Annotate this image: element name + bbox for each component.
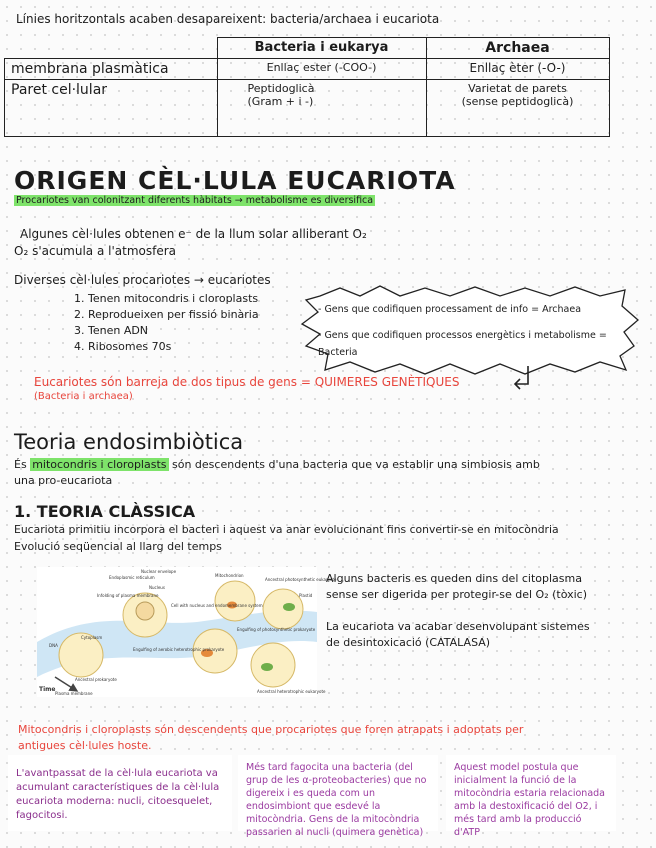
endo-line-1-highlight: mitocondris i cloroplasts (32, 458, 167, 471)
fig-label: Engulfing of photosynthetic prokaryote (237, 627, 316, 632)
cell-wall-archaea-main: Varietat de parets (468, 82, 567, 95)
arrow-icon (510, 364, 534, 392)
endo-line-1-post: són descendents d'una bacteria que va establir una simbiosis amb (172, 458, 540, 471)
info-card-2: Més tard fagocita una bacteria (del grup de les α-proteobacteries) que no digereix i es queda com un endosimbiont que esdevé la mitocòndria. Gens de la mitocòndria passarien al nucli (quimera genètica) (238, 755, 438, 831)
side-note-3: La eucariota va acabar desenvolupant sistemes (326, 620, 590, 633)
fig-label: Mitochondrion (215, 573, 244, 578)
fig-label: Engulfing of aerobic heterotrophic prokaryote (133, 647, 225, 652)
fig-time-label: Time (39, 686, 56, 693)
origin-line-2: O₂ s'acumula a l'atmosfera (14, 244, 177, 258)
red-summary-1: Mitocondris i cloroplasts són descendents que procariotes que foren atrapats i adoptats per (18, 723, 524, 736)
row-label-membrane: membrana plasmàtica (5, 59, 218, 80)
cell-wall-archaea (426, 80, 609, 137)
endo-line-1 (14, 458, 540, 471)
endo-line-2: una pro-eucariota (14, 474, 113, 487)
side-note-2: sense ser digerida per protegir-se del O₂ (tòxic) (326, 588, 588, 601)
fig-label: Nucleus (149, 585, 165, 590)
info-card-3: Aquest model postula que inicialment la funció de la mitocòndria estaria relacionada amb la destoxificació del O2, i més tard amb la producció d'ATP (446, 755, 616, 831)
list-item: 2. Reprodueixen per fissió binària (74, 308, 259, 321)
list-item: 1. Tenen mitocondris i cloroplasts (74, 292, 259, 305)
fig-label: Ancestral photosynthetic eukaryote (265, 577, 337, 582)
cell-wall-bacteria (217, 80, 426, 137)
origin-title: ORIGEN CÈL·LULA EUCARIOTA (14, 166, 456, 195)
red-chimera-line: Eucariotes són barreja de dos tipus de gens = QUIMERES GENÈTIQUES (34, 375, 460, 389)
fig-label: Plasma membrane (55, 691, 93, 696)
fig-label: Ancestral prokaryote (75, 677, 117, 682)
cell-wall-bacteria-main: Peptidoglicà (247, 82, 315, 95)
red-chimera-sub: (Bacteria i archaea) (34, 391, 133, 402)
fig-label: Infolding of plasma membrane (97, 593, 159, 598)
list-item: 3. Tenen ADN (74, 324, 149, 337)
endo-title: Teoria endosimbiòtica (14, 430, 244, 454)
fig-label: Cell with nucleus and endomembrane system (171, 603, 263, 608)
list-item: 4. Ribosomes 70s (74, 340, 172, 353)
origin-subtitle (14, 195, 375, 206)
table-corner (5, 38, 218, 59)
fig-label: Plastid (299, 593, 313, 598)
fig-label: Endoplasmic reticulum (109, 575, 155, 580)
fig-label: DNA (49, 643, 58, 648)
list-intro: Diverses cèl·lules procariotes → eucariotes (14, 273, 271, 287)
classic-title: 1. TEORIA CLÀSSICA (14, 502, 196, 521)
endo-line-1-pre: És (14, 458, 27, 471)
cell-membrane-archaea: Enllaç èter (-O-) (426, 59, 609, 80)
fig-label: Ancestral heterotrophic eukaryote (257, 689, 326, 694)
info-card-1: L'avantpassat de la cèl·lula eucariota va acumulant característiques de la cèl·lula eucariota moderna: nucli, citoesquelet, fagocitosi. (8, 755, 232, 831)
header-note: Línies horitzontals acaben desapareixent: bacteria/archaea i eucariota (16, 12, 440, 26)
fig-label: Cytoplasm (81, 635, 103, 640)
col-header-archaea: Archaea (426, 38, 609, 59)
side-note-1: Alguns bacteris es queden dins del citoplasma (326, 572, 582, 585)
endosymbiosis-figure (37, 567, 337, 697)
comparison-table (4, 37, 610, 137)
cell-membrane-bacteria: Enllaç ester (-COO-) (217, 59, 426, 80)
side-note-4: de desintoxicació (CATALASA) (326, 636, 491, 649)
origin-line-1: Algunes cèl·lules obtenen e⁻ de la llum solar alliberant O₂ (20, 227, 367, 241)
table-row (5, 59, 610, 80)
row-label-wall: Paret cel·lular (5, 80, 218, 137)
cell-wall-bacteria-sub: (Gram + i -) (247, 95, 314, 108)
col-header-bacteria: Bacteria i eukarya (217, 38, 426, 59)
red-summary-2: antigues cèl·lules hoste. (18, 739, 152, 752)
table-header-row (5, 38, 610, 59)
burst-line-2: - Gens que codifiquen processos energètics i metabolisme = Bacteria (318, 330, 607, 358)
endosymbiosis-diagram (37, 567, 337, 697)
table-row (5, 80, 610, 137)
classic-line-2: Evolució seqüencial al llarg del temps (14, 540, 222, 553)
origin-subtitle-text: Procariotes van colonitzant diferents hàbitats → metabolisme es diversifica (16, 195, 374, 206)
cell-wall-archaea-sub: (sense peptidoglicà) (461, 95, 574, 108)
classic-line-1: Eucariota primitiu incorpora el bacteri i aquest va anar evolucionant fins convertir-se en mitocòndria (14, 523, 559, 536)
fig-label: Nuclear envelope (141, 569, 177, 574)
burst-line-1: - Gens que codifiquen processament de info = Archaea (318, 304, 582, 315)
